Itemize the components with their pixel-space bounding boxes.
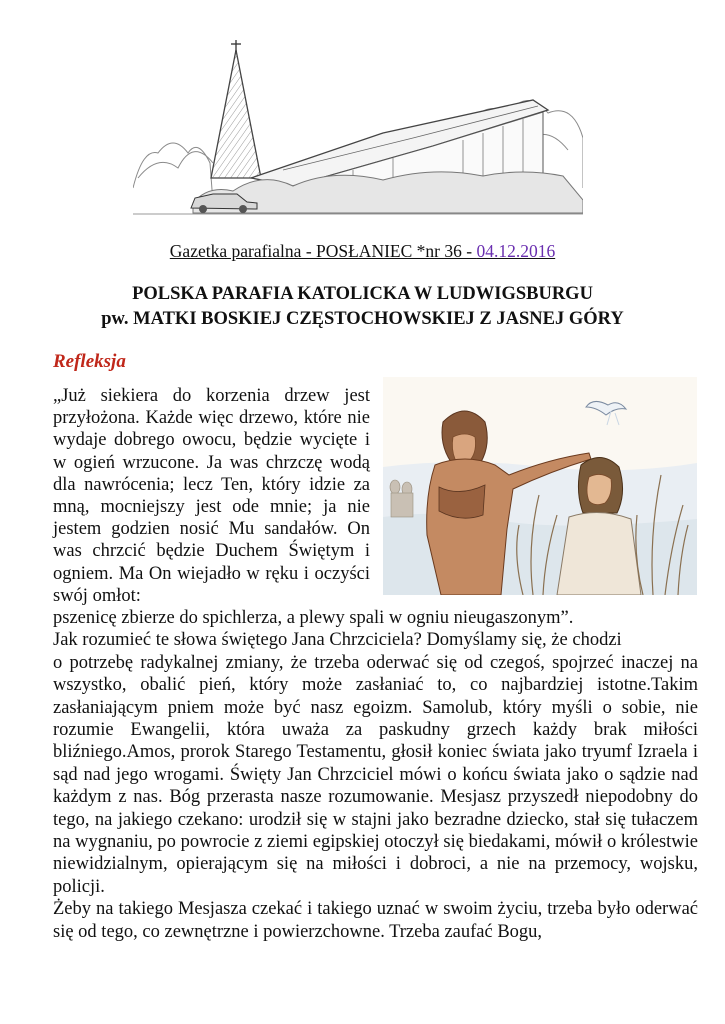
church-sketch-image bbox=[133, 38, 583, 218]
gazette-title bbox=[0, 241, 725, 262]
gazette-prefix: Gazetka parafialna - POSŁANIEC *nr 36 - bbox=[169, 241, 477, 261]
quote-end: pszenicę zbierze do spichlerza, a plewy spali w ogniu nieugaszonym”. bbox=[53, 608, 574, 628]
gazette-date: 04.12.2016 bbox=[476, 241, 556, 261]
question-line: Jak rozumieć te słowa świętego Jana Chrzciciela? Domyślamy się, że chodzi bbox=[53, 630, 622, 651]
parish-name-line1: POLSKA PARAFIA KATOLICKA W LUDWIGSBURGU bbox=[132, 284, 593, 304]
section-title: Refleksja bbox=[53, 351, 126, 372]
article-body bbox=[53, 607, 698, 943]
baptism-painting-image bbox=[383, 377, 697, 595]
parish-name-line2: pw. MATKI BOSKIEJ CZĘSTOCHOWSKIEJ Z JASNEJ GÓRY bbox=[101, 309, 624, 329]
scripture-quote: „Już siekiera do korzenia drzew jest przyłożona. Każde więc drzewo, które nie wydaje dobrego owocu, będzie wycięte i w ogień wrzucone. Ja was chrzczę wodą dla nawrócenia; lecz Ten, który idzie za mną, mocniejszy jest ode mnie; ja nie jestem godzien nosić Mu sandałów. On was chrzcić będzie Duchem Świętym i ogniem. Ma On wiejadło w ręku i oczyści swój omłot: bbox=[53, 386, 370, 606]
paragraph-2: Żeby na takiego Mesjasza czekać i takiego uznać w swoim życiu, trzeba było oderwać się od tego, co zewnętrzne i powierzchowne. Trzeba zaufać Bogu, bbox=[53, 899, 698, 942]
paragraph-1: o potrzebę radykalnej zmiany, że trzeba oderwać się od czegoś, spojrzeć inaczej na wszystko, obalić pień, który może zasłaniać to, co najbardziej istotne.Takim zasłaniającym pniem może być nasz egoizm. Samolub, który myśli o sobie, nie rozumie Ewangelii, która uważa za paskudny grzech każdy brak miłości bliźniego.Amos, prorok Starego Testamentu, głosił koniec świata jako tryumf Izraela i sąd nad jego wrogami. Święty Jan Chrzciciel mówi o końcu świata jako o sądzie nad każdym z nas. Bóg przerasta nasze rozumowanie. Mesjasz przyszedł niepodobny do tego, na jakiego czekano: urodził się w stajni jako bezradne dziecko, stał się tułaczem na wygnaniu, po powrocie z ziemi egipskiej otoczył się biedakami, mówił o królestwie niewidzialnym, opierającym się na miłości i dobroci, a nie na przemocy, wojsku, policji. bbox=[53, 652, 698, 897]
